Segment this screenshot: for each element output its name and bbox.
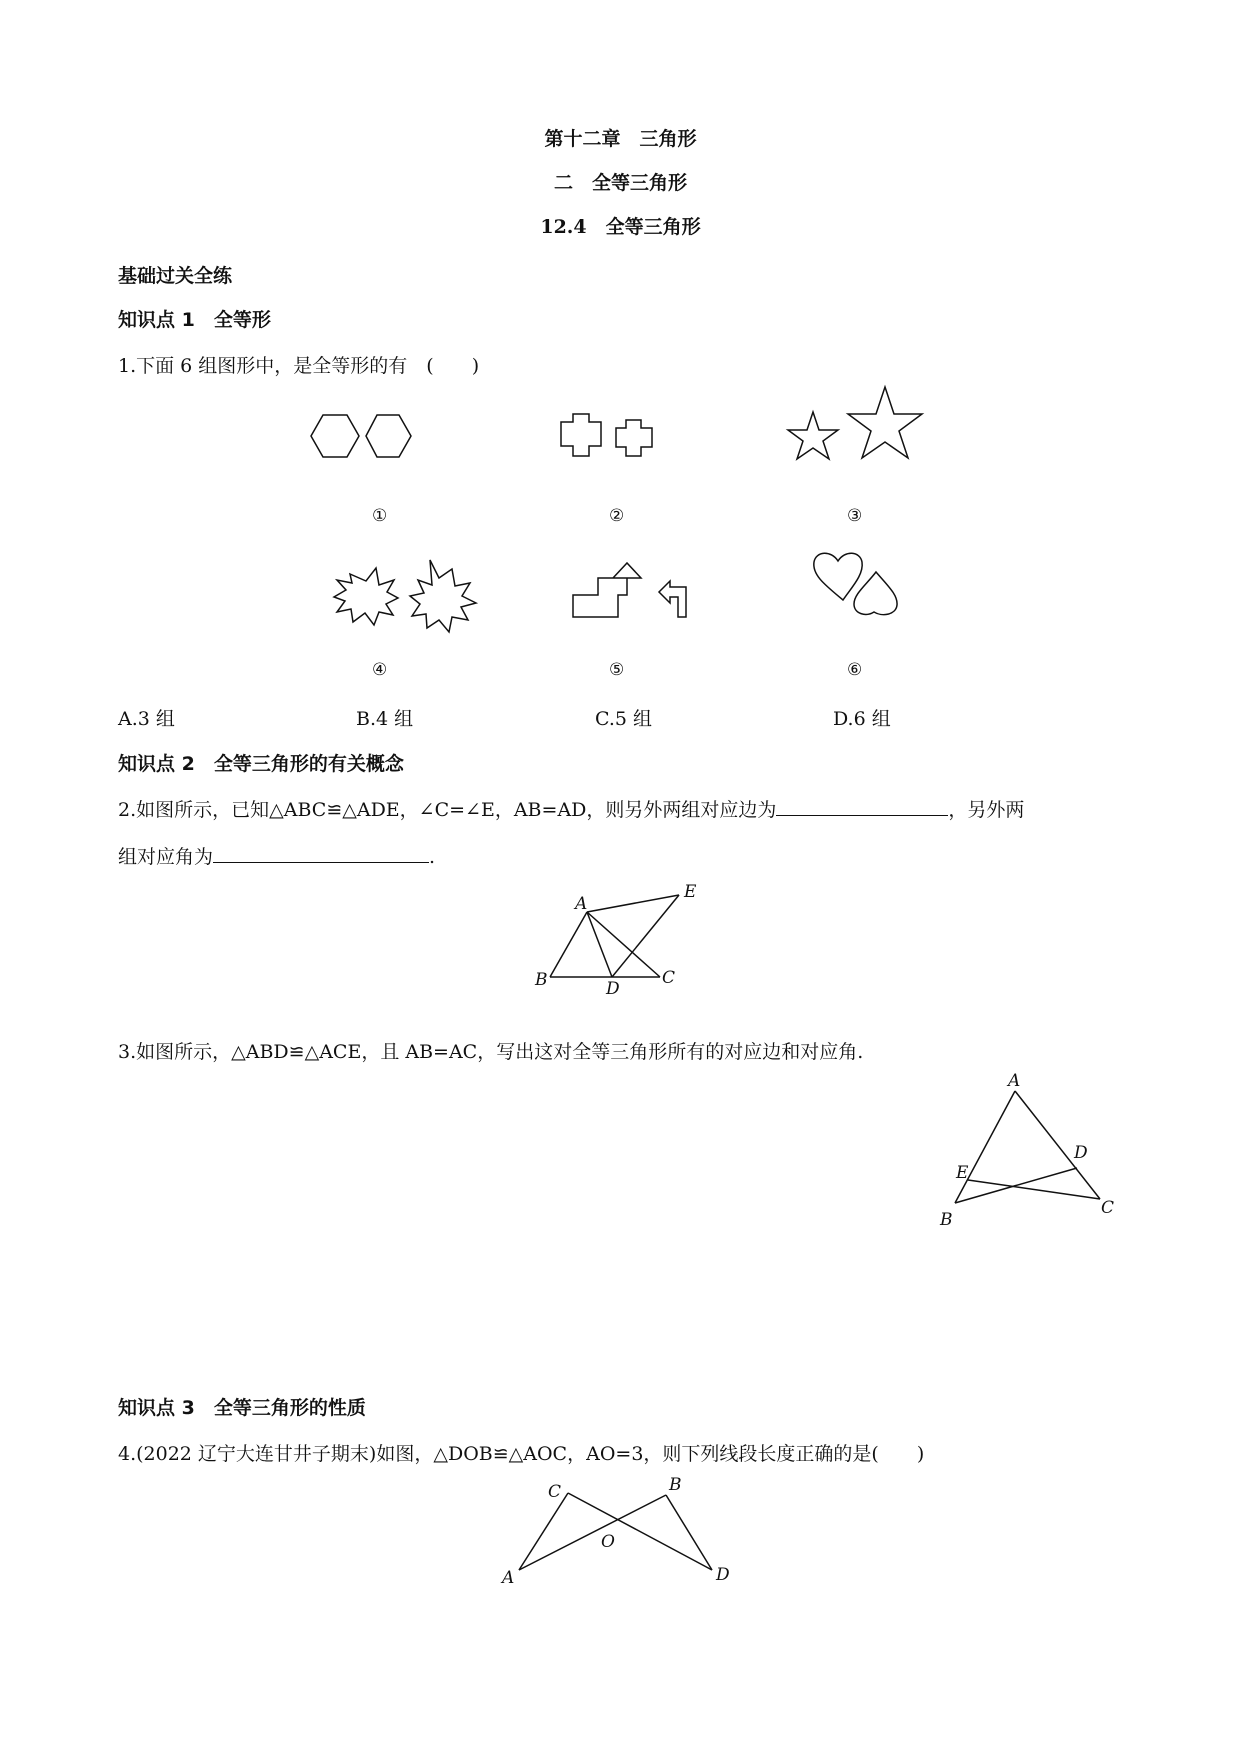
section-title: 二 全等三角形 — [553, 172, 687, 194]
figure-label-3: ③ — [847, 506, 863, 526]
figure-label-5: ⑤ — [609, 660, 625, 680]
question-3-stem: 3.如图所示，△ABD≌△ACE，且 AB=AC，写出这对全等三角形所有的对应边和对应角. — [118, 1041, 864, 1063]
figure-label-4: ④ — [372, 660, 388, 680]
question-1-stem: 1.下面 6 组图形中，是全等形的有 ( ) — [118, 355, 480, 377]
q2-point-b: B — [535, 970, 548, 990]
q2-text-3: 组对应角为 — [118, 846, 214, 868]
chapter-title: 第十二章 三角形 — [544, 128, 697, 150]
q4-point-a: A — [502, 1568, 515, 1588]
q4-point-d: D — [716, 1565, 730, 1585]
q3-point-c: C — [1101, 1198, 1115, 1218]
q2-point-a: A — [575, 894, 588, 914]
part-title: 基础过关全练 — [118, 265, 233, 287]
q3-point-a: A — [1008, 1071, 1021, 1091]
q4-point-b: B — [669, 1475, 682, 1495]
knowledge-point-3-title: 知识点 3 全等三角形的性质 — [118, 1397, 366, 1419]
knowledge-point-2-title: 知识点 2 全等三角形的有关概念 — [118, 753, 404, 775]
figure-label-6: ⑥ — [847, 660, 863, 680]
knowledge-point-1-title: 知识点 1 全等形 — [118, 309, 271, 331]
q2-text-2: ，另外两 — [948, 799, 1025, 821]
q4-point-o: O — [601, 1532, 615, 1552]
option-b: B.4 组 — [356, 708, 414, 730]
option-a: A.3 组 — [118, 708, 175, 730]
figure-label-1: ① — [372, 506, 388, 526]
q3-point-e: E — [956, 1163, 969, 1183]
q3-point-d: D — [1074, 1143, 1088, 1163]
q2-point-d: D — [606, 979, 620, 999]
option-c: C.5 组 — [595, 708, 653, 730]
lesson-title: 12.4 全等三角形 — [540, 216, 701, 238]
q3-point-b: B — [940, 1210, 953, 1230]
q2-point-c: C — [662, 968, 676, 988]
option-d: D.6 组 — [833, 708, 891, 730]
q2-text-4: . — [429, 846, 436, 868]
q2-point-e: E — [684, 882, 697, 902]
figure-label-2: ② — [609, 506, 625, 526]
question-4-stem: 4.(2022 辽宁大连甘井子期末)如图，△DOB≌△AOC，AO=3，则下列线段长度正确的是( ) — [118, 1443, 925, 1465]
q2-text-1: 2.如图所示，已知△ABC≌△ADE，∠C=∠E，AB=AD，则另外两组对应边为 — [118, 799, 777, 821]
q4-point-c: C — [548, 1482, 562, 1502]
